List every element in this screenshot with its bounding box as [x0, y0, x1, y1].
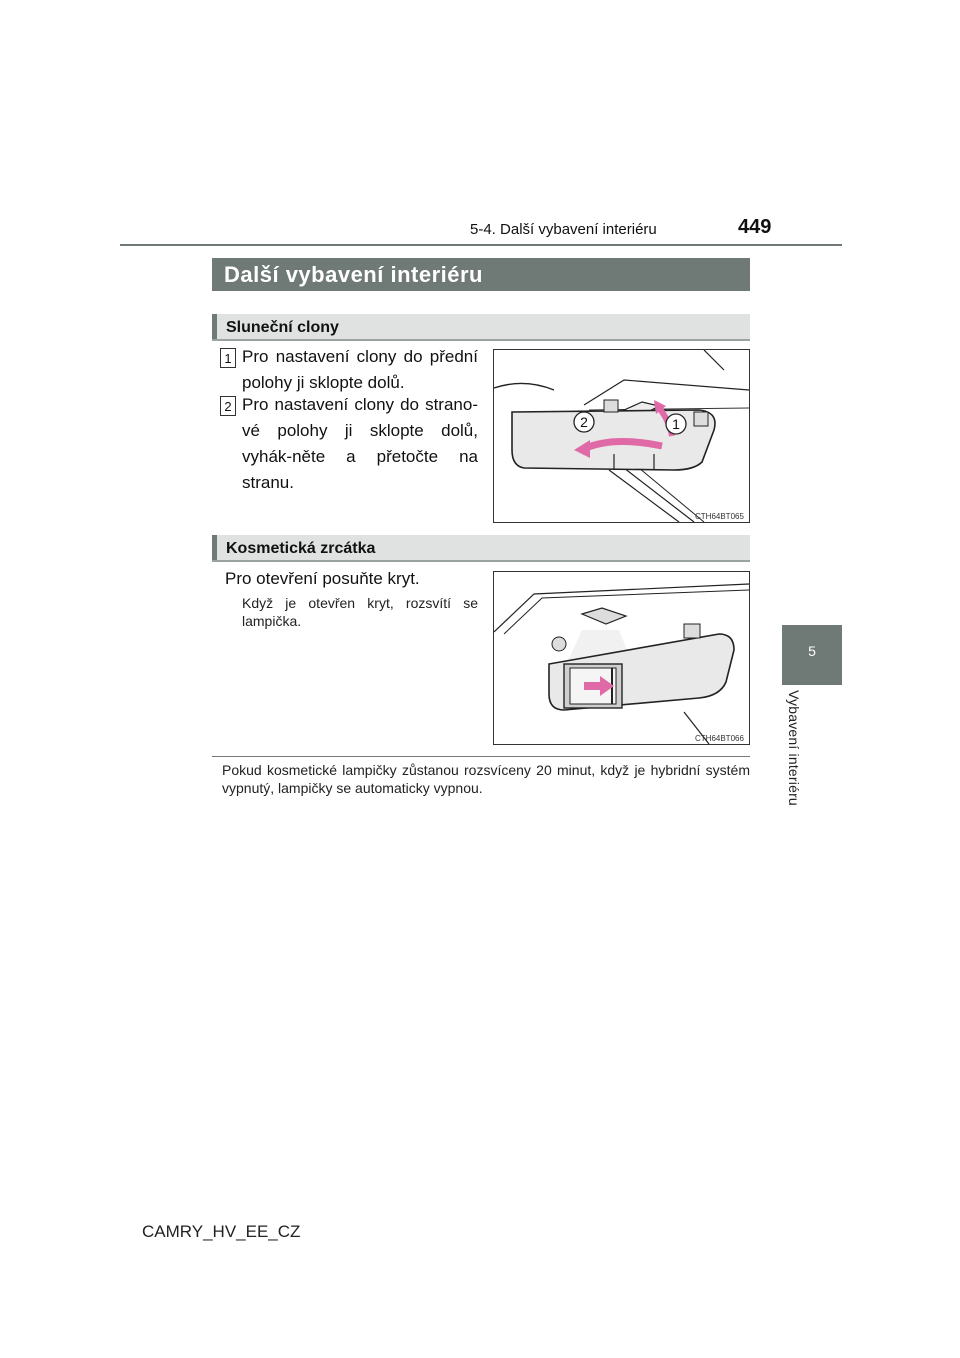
running-header-section: 5-4. Další vybavení interiéru	[470, 221, 657, 238]
subheading-vanity-mirrors: Kosmetická zrcátka	[212, 535, 750, 562]
section-title: Další vybavení interiéru	[212, 258, 750, 291]
step-text-1: Pro nastavení clony do přední polohy ji sklopte dolů.	[242, 347, 478, 392]
step-number-2: 2	[220, 396, 236, 416]
illustration-code-2: CTH64BT066	[695, 734, 744, 743]
callout-1: 1	[672, 416, 680, 432]
page-number: 449	[738, 216, 772, 238]
subheading-sun-visors: Sluneční clony	[212, 314, 750, 341]
note-rule	[212, 756, 750, 757]
sun-visor-illustration	[493, 349, 750, 523]
vanity-instruction: Pro otevření posuňte kryt.	[225, 569, 420, 588]
vanity-detail: Když je otevřen kryt, rozsvítí se lampička.	[242, 595, 478, 629]
header-rule	[120, 244, 842, 246]
step-number-1: 1	[220, 348, 236, 368]
vanity-mirror-illustration	[493, 571, 750, 745]
footer-model-code: CAMRY_HV_EE_CZ	[142, 1222, 301, 1241]
illustration-code-1: CTH64BT065	[695, 512, 744, 521]
callout-2: 2	[580, 414, 588, 430]
chapter-side-label: Vybavení interiéru	[786, 690, 802, 806]
step-text-2: Pro nastavení clony do strano-vé polohy ji sklopte dolů, vyhák-něte a přetočte na stranu.	[242, 395, 478, 492]
sun-visor-drawing	[494, 350, 749, 522]
vanity-mirror-drawing	[494, 572, 749, 744]
note-text: Pokud kosmetické lampičky zůstanou rozsvíceny 20 minut, když je hybridní systém vypnutý, lampičky se automaticky vypnou.	[222, 762, 750, 796]
chapter-tab-number: 5	[808, 643, 816, 659]
